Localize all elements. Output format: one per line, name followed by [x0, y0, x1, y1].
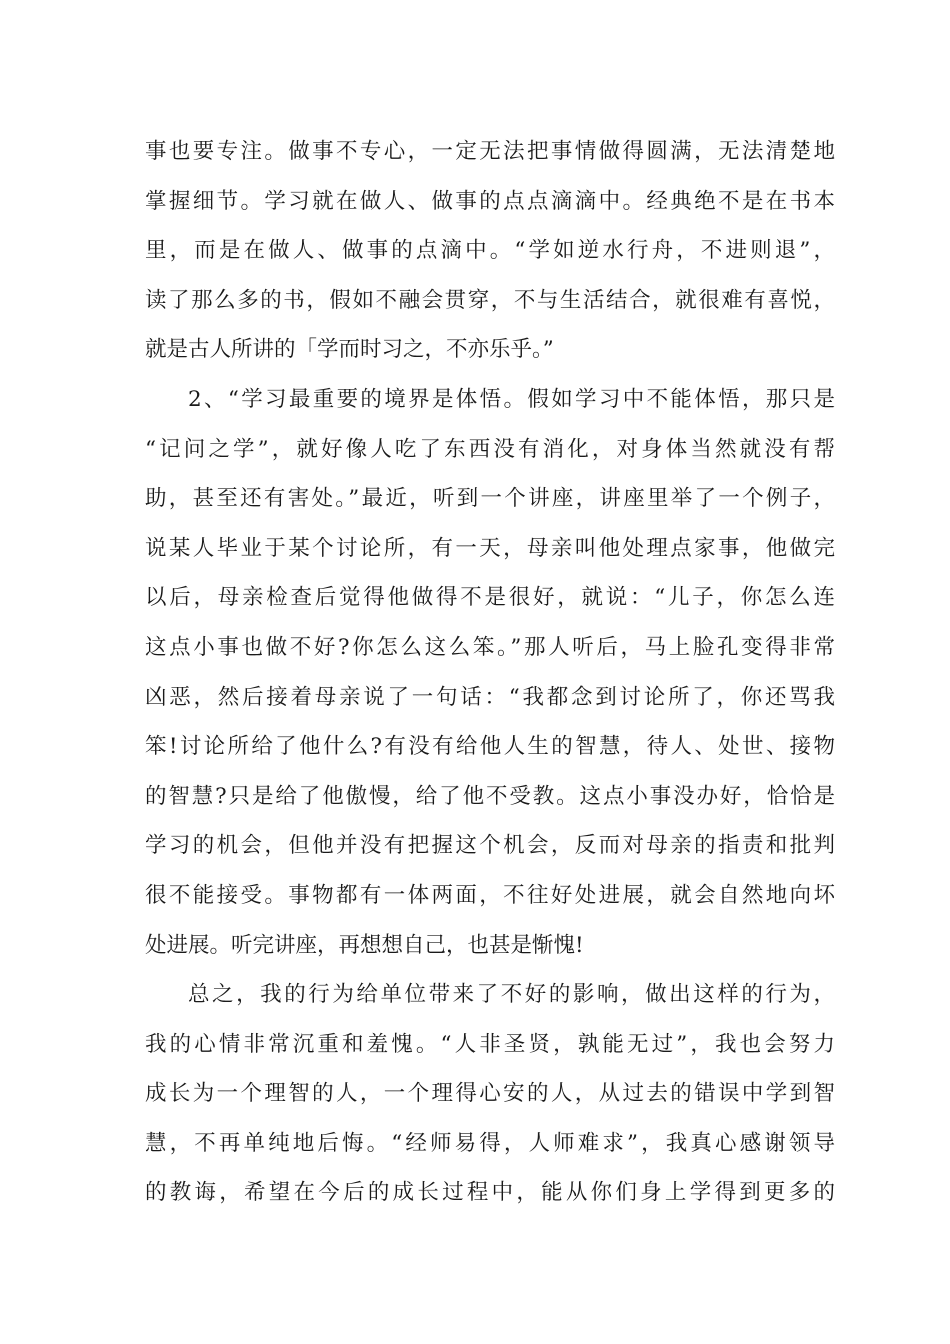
text-line: “记问之学”，就好像人吃了东西没有消化，对身体当然就没有帮	[145, 436, 835, 462]
text-line: 掌握细节。学习就在做人、做事的点点滴滴中。经典绝不是在书本	[145, 188, 835, 214]
text-line: 凶恶，然后接着母亲说了一句话：“我都念到讨论所了，你还骂我	[145, 684, 835, 710]
text-line: 的智慧?只是给了他傲慢，给了他不受教。这点小事没办好，恰恰是	[145, 783, 835, 809]
text-line: 以后，母亲检查后觉得他做得不是很好，就说：“儿子，你怎么连	[145, 585, 835, 611]
text-line: 读了那么多的书，假如不融会贯穿，不与生活结合，就很难有喜悦，	[145, 287, 835, 313]
text-line: 笨!讨论所给了他什么?有没有给他人生的智慧，待人、处世、接物	[145, 734, 835, 760]
text-line: 这点小事也做不好?你怎么这么笨。”那人听后，马上脸孔变得非常	[145, 634, 835, 660]
text-line: 我的心情非常沉重和羞愧。“人非圣贤，孰能无过”，我也会努力	[145, 1031, 835, 1057]
text-line: 助，甚至还有害处。”最近，听到一个讲座，讲座里举了一个例子，	[145, 486, 835, 512]
text-line: 事也要专注。做事不专心，一定无法把事情做得圆满，无法清楚地	[145, 139, 835, 164]
text-line: 很不能接受。事物都有一体两面，不往好处进展，就会自然地向坏	[145, 882, 835, 908]
text-line: 的教诲，希望在今后的成长过程中，能从你们身上学得到更多的	[145, 1180, 835, 1206]
text-line: 慧，不再单纯地后悔。“经师易得，人师难求”，我真心感谢领导	[145, 1130, 835, 1156]
text-line: 处进展。听完讲座，再想想自己，也甚是惭愧!	[145, 932, 584, 958]
paragraph-first-line: 总之，我的行为给单位带来了不好的影响，做出这样的行为，	[188, 982, 835, 1008]
text-line: 里，而是在做人、做事的点滴中。“学如逆水行舟，不进则退”，	[145, 238, 835, 264]
paragraph-first-line: 2、“学习最重要的境界是体悟。假如学习中不能体悟，那只是	[188, 386, 835, 412]
text-line: 学习的机会，但他并没有把握这个机会，反而对母亲的指责和批判	[145, 833, 835, 859]
document-body-text	[145, 127, 835, 1218]
text-line: 成长为一个理智的人，一个理得心安的人，从过去的错误中学到智	[145, 1081, 835, 1107]
text-line: 说某人毕业于某个讨论所，有一天，母亲叫他处理点家事，他做完	[145, 535, 835, 561]
text-line: 就是古人所讲的「学而时习之，不亦乐乎。”	[145, 337, 554, 363]
